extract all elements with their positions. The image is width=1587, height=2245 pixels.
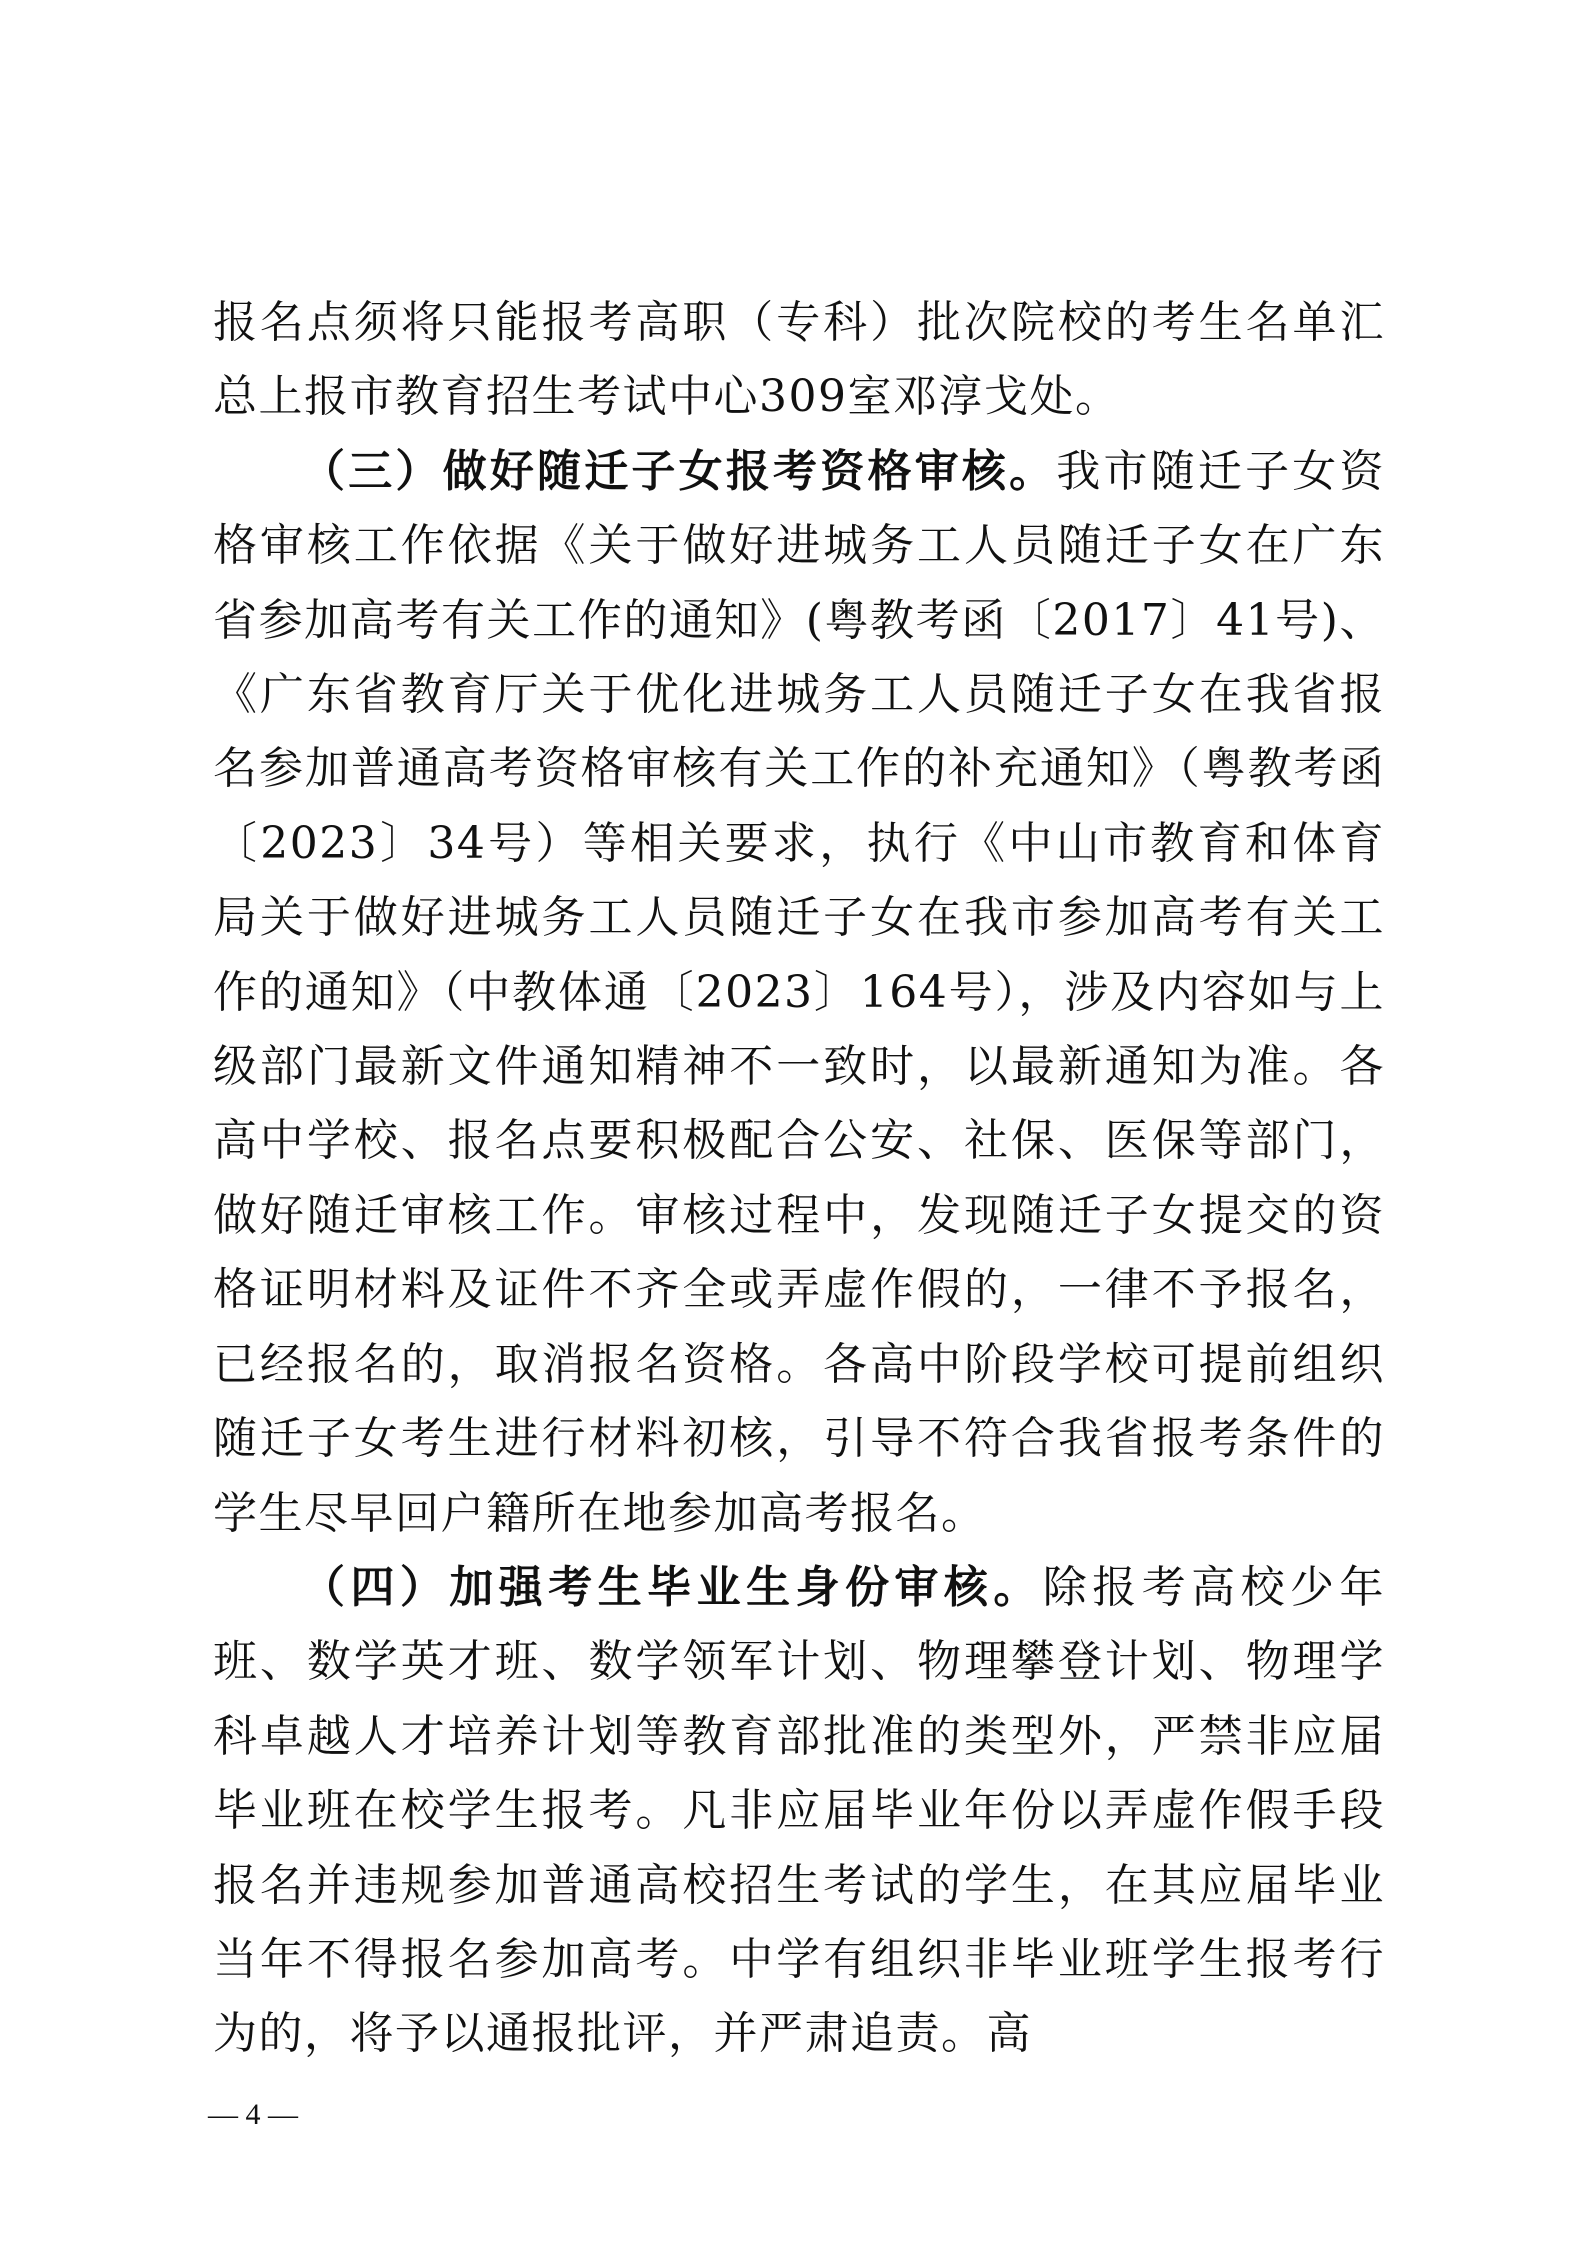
paragraph-body: 除报考高校少年班、数学英才班、数学领军计划、物理攀登计划、物理学科卓越人才培养计划等教育部批准的类型外，严禁非应届毕业班在校学生报考。凡非应届毕业年份以弄虚作假手段报名并违规参加普通高校招生考试的学生，在其应届毕业当年不得报名参加高考。中学有组织非毕业班学生报考行为的，将予以通报批评，并严肃追责。高	[213, 1561, 1386, 2060]
paragraph-body: 报名点须将只能报考高职（专科）批次院校的考生名单汇总上报市教育招生考试中心309室邓淳戈处。	[213, 297, 1385, 423]
paragraph-heading: （四）加强考生毕业生身份审核。	[301, 1561, 1043, 1613]
paragraph-migrant-children-review	[213, 435, 1385, 1551]
paragraph-heading: （三）做好随迁子女报考资格审核。	[301, 445, 1057, 497]
paragraph-graduate-identity-review	[213, 1551, 1385, 2072]
paragraph-continuation	[213, 286, 1385, 435]
body-text	[213, 286, 1385, 2072]
paragraph-body: 我市随迁子女资格审核工作依据《关于做好进城务工人员随迁子女在广东省参加高考有关工作的通知》(粤教考函〔2017〕41号)、《广东省教育厅关于优化进城务工人员随迁子女在我省报名参加普通高考资格审核有关工作的补充通知》（粤教考函〔2023〕34号）等相关要求，执行《中山市教育和体育局关于做好进城务工人员随迁子女在我市参加高考有关工作的通知》（中教体通〔2023〕164号），涉及内容如与上级部门最新文件通知精神不一致时，以最新通知为准。各高中学校、报名点要积极配合公安、社保、医保等部门，做好随迁审核工作。审核过程中，发现随迁子女提交的资格证明材料及证件不齐全或弄虚作假的，一律不予报名，已经报名的，取消报名资格。各高中阶段学校可提前组织随迁子女考生进行材料初核，引导不符合我省报考条件的学生尽早回户籍所在地参加高考报名。	[213, 445, 1386, 1539]
page-number: — 4 —	[208, 2098, 298, 2131]
